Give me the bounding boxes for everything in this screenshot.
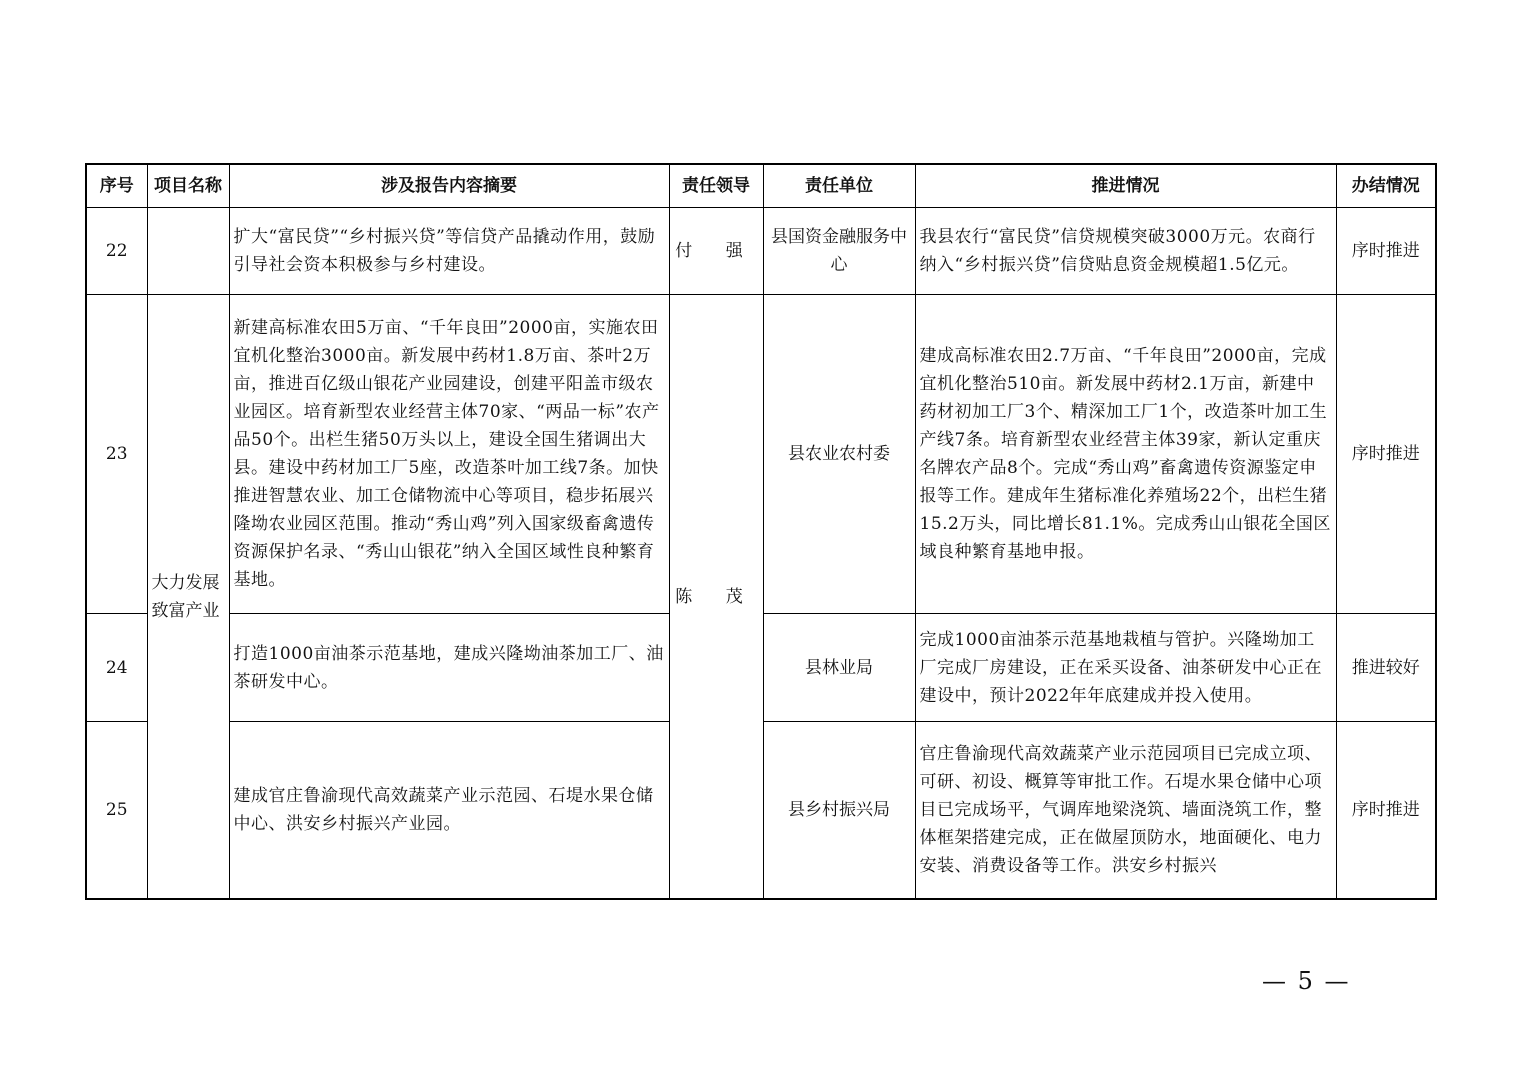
- progress-cell: 我县农行“富民贷”信贷规模突破3000万元。农商行纳入“乡村振兴贷”信贷贴息资金规模超1.5亿元。: [915, 208, 1336, 295]
- row-number: 24: [86, 614, 147, 722]
- header-status: 办结情况: [1336, 164, 1436, 208]
- header-progress: 推进情况: [915, 164, 1336, 208]
- summary-cell: 新建高标准农田5万亩、“千年良田”2000亩，实施农田宜机化整治3000亩。新发展中药材1.8万亩、茶叶2万亩，推进百亿级山银花产业园建设，创建平阳盖市级农业园区。培育新型农业经营主体70家、“两品一标”农产品50个。出栏生猪50万头以上，建设全国生猪调出大县。建设中药材加工厂5座，改造茶叶加工线7条。加快推进智慧农业、加工仓储物流中心等项目，稳步拓展兴隆坳农业园区范围。推动“秀山鸡”列入国家级畜禽遗传资源保护名录、“秀山山银花”纳入全国区域性良种繁育基地。: [229, 295, 669, 614]
- progress-cell: 官庄鲁渝现代高效蔬菜产业示范园项目已完成立项、可研、初设、概算等审批工作。石堤水果仓储中心项目已完成场平，气调库地梁浇筑、墙面浇筑工作，整体框架搭建完成，正在做屋顶防水，地面硬化、电力安装、消费设备等工作。洪安乡村振兴: [915, 722, 1336, 900]
- page-number: — 5 —: [1262, 967, 1351, 995]
- row-number: 25: [86, 722, 147, 900]
- project-name-cell: [147, 208, 229, 295]
- project-name-cell: 大力发展致富产业: [147, 295, 229, 900]
- summary-cell: 打造1000亩油茶示范基地，建成兴隆坳油茶加工厂、油茶研发中心。: [229, 614, 669, 722]
- status-cell: 序时推进: [1336, 295, 1436, 614]
- status-cell: 序时推进: [1336, 208, 1436, 295]
- header-no: 序号: [86, 164, 147, 208]
- unit-cell: 县乡村振兴局: [763, 722, 915, 900]
- status-cell: 序时推进: [1336, 722, 1436, 900]
- header-summary: 涉及报告内容摘要: [229, 164, 669, 208]
- leader-cell: 陈 茂: [669, 295, 763, 900]
- unit-cell: 县林业局: [763, 614, 915, 722]
- report-table: [85, 163, 1437, 900]
- row-number: 23: [86, 295, 147, 614]
- row-number: 22: [86, 208, 147, 295]
- summary-cell: 建成官庄鲁渝现代高效蔬菜产业示范园、石堤水果仓储中心、洪安乡村振兴产业园。: [229, 722, 669, 900]
- unit-cell: 县国资金融服务中心: [763, 208, 915, 295]
- summary-cell: 扩大“富民贷”“乡村振兴贷”等信贷产品撬动作用，鼓励引导社会资本积极参与乡村建设。: [229, 208, 669, 295]
- header-project: 项目名称: [147, 164, 229, 208]
- progress-cell: 完成1000亩油茶示范基地栽植与管护。兴隆坳加工厂完成厂房建设，正在采买设备、油茶研发中心正在建设中，预计2022年年底建成并投入使用。: [915, 614, 1336, 722]
- status-cell: 推进较好: [1336, 614, 1436, 722]
- table-row: [86, 295, 1436, 614]
- progress-cell: 建成高标准农田2.7万亩、“千年良田”2000亩，完成宜机化整治510亩。新发展中药材2.1万亩，新建中药材初加工厂3个、精深加工厂1个，改造茶叶加工生产线7条。培育新型农业经营主体39家，新认定重庆名牌农产品8个。完成“秀山鸡”畜禽遗传资源鉴定申报等工作。建成年生猪标准化养殖场22个，出栏生猪15.2万头，同比增长81.1%。完成秀山山银花全国区域良种繁育基地申报。: [915, 295, 1336, 614]
- header-leader: 责任领导: [669, 164, 763, 208]
- header-unit: 责任单位: [763, 164, 915, 208]
- leader-cell: 付 强: [669, 208, 763, 295]
- table-row: [86, 208, 1436, 295]
- header-row: [86, 164, 1436, 208]
- unit-cell: 县农业农村委: [763, 295, 915, 614]
